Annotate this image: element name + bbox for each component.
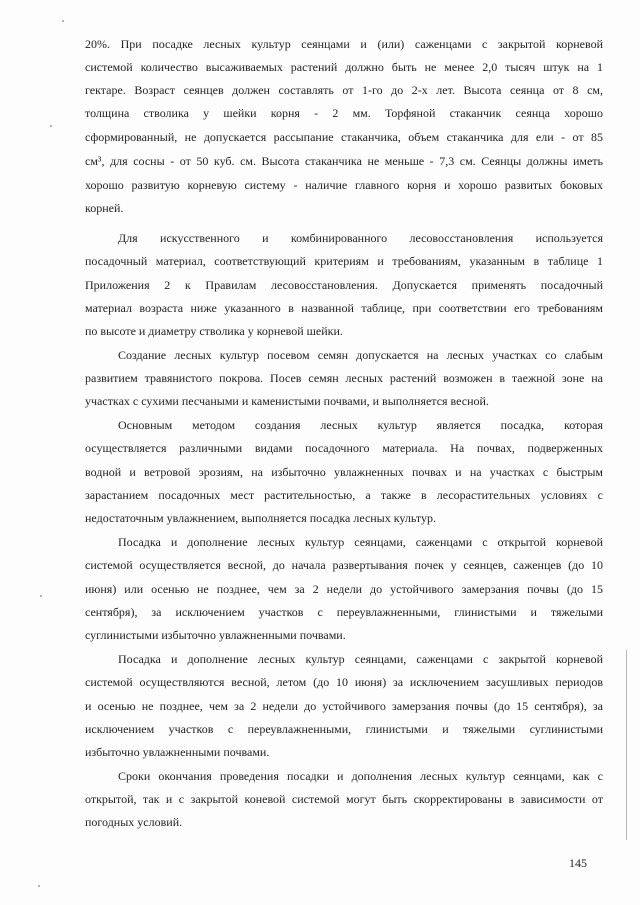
text-line: гектаре. Возраст сеянцев должен составлять от 1-го до 2-х лет. Высота сеянца от 8 см, [85,83,603,97]
text-line: толщина стволика у шейки корня - 2 мм. Торфяной стаканчик сеянца хорошо [85,106,603,120]
text-line: развитием травянистого покрова. Посев семян лесных растений возможен в таежной зоне на [85,371,603,385]
text-line: Сроки окончания проведения посадки и дополнения лесных культур сеянцами, как с [118,769,603,783]
text-line: Основным методом создания лесных культур является посадка, которая [118,418,603,432]
text-line: избыточно увлажненными почвами. [85,745,270,759]
text-line: водной и ветровой эрозиям, на избыточно увлажненных почвах и на участках с быстрым [85,465,603,479]
scan-speck [40,595,42,597]
text-line: исключением участков с переувлажненными, глинистыми и тяжелыми суглинистыми [85,722,603,736]
scan-edge-mark [626,650,627,840]
text-line: погодных условий. [85,815,183,829]
text-line: Для искусственного и комбинированного лесовосстановления используется [118,231,603,245]
text-line: корней. [85,201,124,215]
text-line: открытой, так и с закрытой коневой системой могут быть скорректированы в зависимости от [85,792,603,806]
text-line: материал возраста ниже указанного в названной таблице, при соответствии его требованиям [85,301,603,315]
text-line: 20%. При посадке лесных культур сеянцами и (или) саженцами с закрытой корневой [85,37,603,51]
text-line: и осенью не позднее, чем за 2 недели до устойчивого замерзания почвы (до 15 сентября), за [85,699,603,713]
text-line: осуществляется различными видами посадочного материала. На почвах, подверженных [85,441,603,455]
text-line: посадочный материал, соответствующий критериям и требованиям, указанным в таблице 1 [85,254,603,268]
text-line: хорошо развитую корневую систему - наличие главного корня и хорошо развитых боковых [85,178,603,192]
text-line: сформированный, не допускается рассыпание стаканчика, объем стаканчика для ели - от 85 [85,130,603,144]
text-line: по высоте и диаметру стволика у корневой шейки. [85,324,343,338]
text-line: зарастанием посадочных мест растительностью, а также в лесорастительных условиях с [85,488,603,502]
text-line: Создание лесных культур посевом семян допускается на лесных участках со слабым [118,348,603,362]
text-line: участках с сухими песчаными и каменистыми почвами, и выполняется весной. [85,394,489,408]
text-line: системой осуществляется весной, до начала развертывания почек у сеянцев, саженцев (до 10 [85,558,603,572]
text-line: см³, для сосны - от 50 куб. см. Высота стаканчика не меньше - 7,3 см. Сеянцы должны иметь [85,154,603,168]
text-line: Посадка и дополнение лесных культур сеянцами, саженцами с открытой корневой [118,535,603,549]
text-line: системой количество высаживаемых растений должно быть не менее 2,0 тысяч штук на 1 [85,60,603,74]
scan-speck [62,20,64,22]
text-line: недостаточным увлажнением, выполняется посадка лесных культур. [85,511,436,525]
text-line: июня) или осенью не позднее, чем за 2 недели до устойчивого замерзания почвы (до 15 [85,582,603,596]
scan-speck [50,125,52,127]
text-line: системой осуществляются весной, летом (до 10 июня) за исключением засушливых периодов [85,675,603,689]
text-line: сентября), за исключением участков с переувлажненными, глинистыми и тяжелыми [85,605,603,619]
text-line: суглинистыми избыточно увлажненными почвами. [85,628,346,642]
scan-speck [38,885,40,887]
text-line: Приложения 2 к Правилам лесовосстановления. Допускается применять посадочный [85,278,603,292]
page-number: 145 [569,856,587,870]
text-line: Посадка и дополнение лесных культур сеянцами, саженцами с закрытой корневой [118,652,603,666]
